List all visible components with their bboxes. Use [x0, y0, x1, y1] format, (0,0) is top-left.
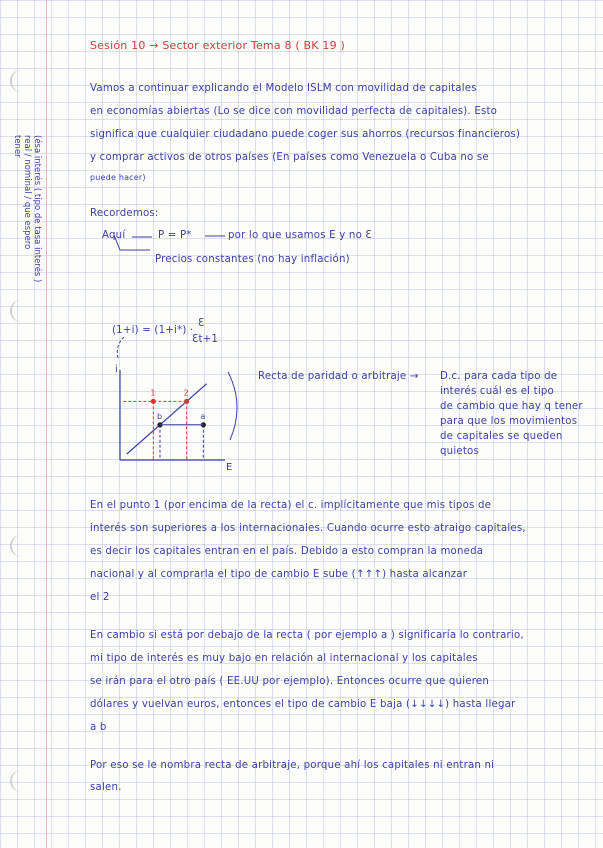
precios-note: Precios constantes (no hay inflación): [155, 254, 350, 265]
formula: (1+i) = (1+i*) ·: [112, 325, 194, 336]
text-line: el 2: [90, 592, 110, 603]
text-line: nacional y al comprarla el tipo de cambio E sube (↑↑↑) hasta alcanzar: [90, 569, 468, 580]
text-line: en economías abiertas (Lo se dice con movilidad perfecta de capitales). Esto: [90, 106, 498, 117]
text-line: interés son superiores a los internacionales. Cuando ocurre esto atraigo capitales,: [90, 523, 526, 534]
side-note-line: (ésa interés ( tipo de tasa interés ): [32, 135, 42, 283]
formula-denominator: Ɛt+1: [192, 334, 219, 345]
side-note-line: real / nominal / que espero: [22, 135, 32, 250]
point-label: 2: [183, 388, 189, 398]
y-axis-label: i: [115, 364, 118, 375]
arbitrage-line: [127, 384, 207, 454]
text-line: En el punto 1 (por encima de la recta) el c. implícitamente que mis tipos de: [90, 500, 492, 511]
text-line: puede hacer): [90, 173, 146, 182]
point-label: b: [157, 411, 163, 421]
text-line: Por eso se le nombra recta de arbitraje, porque ahí los capitales ni entran ni: [90, 760, 495, 771]
text-line: se irán para el otro país ( EE.UU por ejemplo). Entonces ocurre que quieren: [90, 676, 490, 687]
text-line: En cambio si está por debajo de la recta ( por ejemplo a ) significaría lo contrario,: [90, 630, 524, 641]
recta-desc-line: para que los movimientos: [440, 416, 578, 427]
formula-numerator: Ɛ: [198, 318, 205, 329]
text-line: salen.: [90, 782, 122, 793]
point-label: a: [200, 411, 206, 421]
brace-icon: [228, 372, 237, 440]
text-line: es decir los capitales entran en el país. Debido a esto compran la moneda: [90, 546, 484, 557]
page-title: Sesión 10 → Sector exterior Tema 8 ( BK 19 ): [90, 39, 345, 52]
parity-chart: [115, 364, 232, 473]
aqui-label: Aquí: [102, 230, 126, 241]
side-note-line: tener: [12, 135, 22, 158]
formula-arrow: [117, 336, 125, 358]
p-equals: P = P*: [158, 230, 192, 241]
text-line: y comprar activos de otros países (En países como Venezuela o Cuba no se: [90, 152, 489, 163]
porque-note: por lo que usamos E y no Ɛ: [228, 230, 372, 241]
text-line: mi tipo de interés es muy bajo en relación al internacional y los capitales: [90, 653, 478, 664]
point-label: 1: [150, 388, 156, 398]
recta-desc-line: de capitales se queden: [440, 431, 563, 442]
text-line: significa que cualquier ciudadano puede coger sus ahorros (recursos financieros): [90, 129, 521, 140]
recta-desc-line: quietos: [440, 446, 479, 457]
recordemos-heading: Recordemos:: [90, 208, 159, 219]
recta-desc-line: de cambio que hay q tener: [440, 401, 583, 412]
recta-desc-line: interés cuál es el tipo: [440, 386, 554, 397]
text-line: Vamos a continuar explicando el Modelo ISLM con movilidad de capitales: [90, 83, 477, 94]
recta-label: Recta de paridad o arbitraje →: [258, 371, 419, 382]
recta-desc-line: D.c. para cada tipo de: [440, 371, 558, 382]
text-line: a b: [90, 722, 107, 733]
text-line: dólares y vuelvan euros, entonces el tipo de cambio E baja (↓↓↓↓) hasta llegar: [90, 699, 516, 710]
x-axis-label: E: [226, 462, 233, 473]
